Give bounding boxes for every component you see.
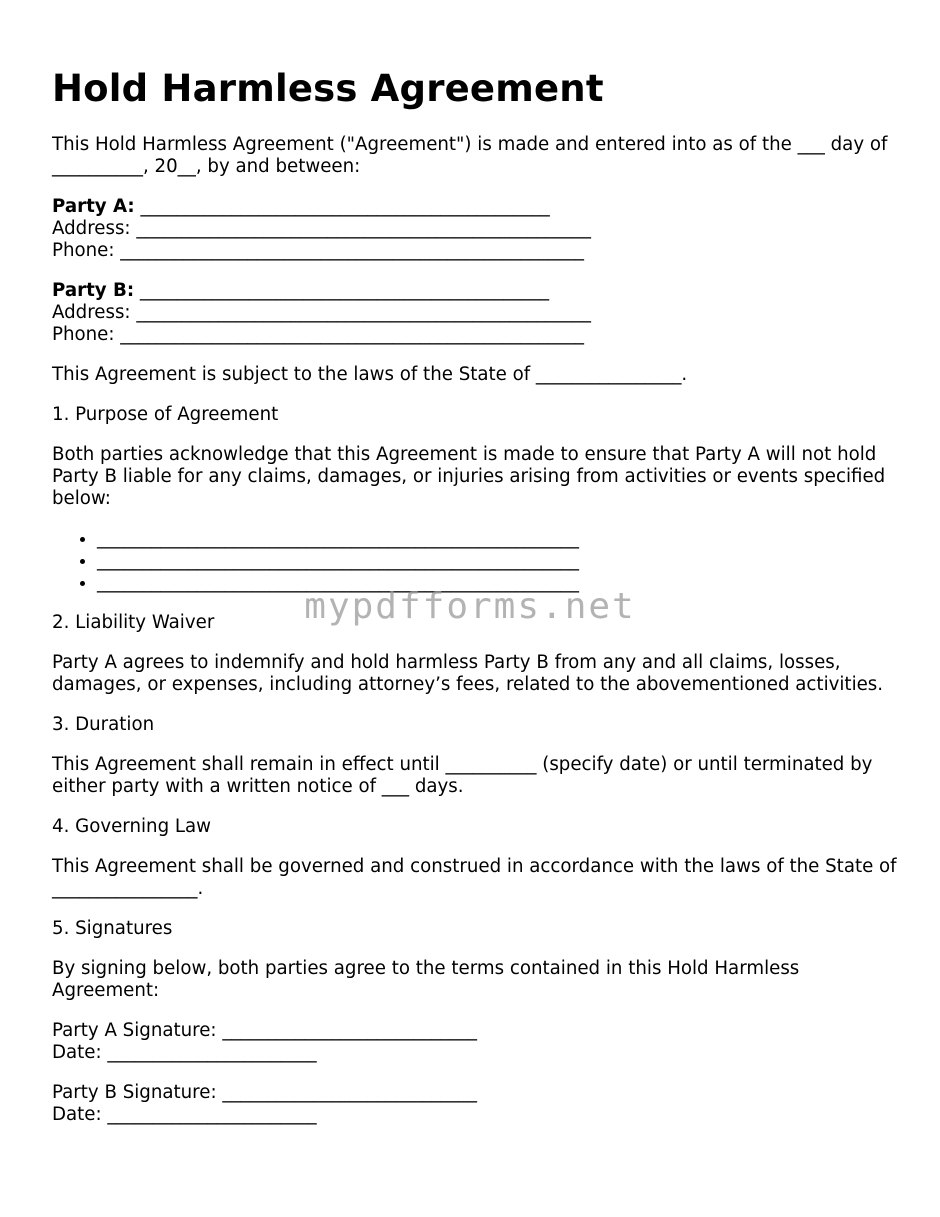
party-b-address: Address: __________________________________________________ [52,302,592,323]
section-body-purpose: Both parties acknowledge that this Agreement is made to ensure that Party A will not hold Party B liable for any claims, damages, or injuries arising from activities or events specified below: [52,444,886,509]
section-heading-duration: 3. Duration [52,714,155,735]
activity-list [52,528,902,594]
party-b-phone: Phone: ___________________________________________________ [52,324,585,345]
section-heading-purpose: 1. Purpose of Agreement [52,404,279,425]
list-item: • _____________________________________________________ [97,550,902,572]
party-a-date-line: Date: _______________________ [52,1042,317,1063]
section-heading-governing-law: 4. Governing Law [52,816,212,837]
section-body-governing-law: This Agreement shall be governed and construed in accordance with the laws of the State of ________________. [52,856,897,899]
section-heading-liability: 2. Liability Waiver [52,612,215,633]
party-a-signature-line: Party A Signature: ____________________________ [52,1020,477,1041]
document-page [52,66,902,1126]
party-b-block [52,280,902,346]
signature-block-b [52,1082,902,1126]
state-clause: This Agreement is subject to the laws of the State of ________________. [52,364,688,385]
party-b-signature-line: Party B Signature: ____________________________ [52,1082,477,1103]
party-b-name-blank: _____________________________________________ [139,280,550,301]
document-title: Hold Harmless Agreement [52,67,604,110]
party-a-name-line [52,196,902,218]
section-body-duration: This Agreement shall remain in effect until __________ (specify date) or until terminated by either party with a written notice of ___ days. [52,754,873,797]
party-b-date-line: Date: _______________________ [52,1104,317,1125]
intro-paragraph: This Hold Harmless Agreement ("Agreement") is made and entered into as of the ___ day of __________, 20__, by and between: [52,134,888,177]
party-a-label: Party A: [52,196,135,217]
party-b-label: Party B: [52,280,135,301]
party-a-block [52,196,902,262]
section-body-liability: Party A agrees to indemnify and hold harmless Party B from any and all claims, losses, damages, or expenses, including attorney’s fees, related to the abovementioned activities. [52,652,884,695]
party-a-name-blank: _____________________________________________ [140,196,550,217]
section-body-signatures: By signing below, both parties agree to the terms contained in this Hold Harmless Agreement: [52,958,800,1001]
party-b-name-line [52,280,902,302]
section-heading-signatures: 5. Signatures [52,918,173,939]
signature-block-a [52,1020,902,1064]
watermark: mypdfforms.net [304,586,636,627]
party-a-address: Address: __________________________________________________ [52,218,592,239]
list-item: • _____________________________________________________ [97,572,902,594]
party-a-phone: Phone: ___________________________________________________ [52,240,585,261]
list-item: • _____________________________________________________ [97,528,902,550]
